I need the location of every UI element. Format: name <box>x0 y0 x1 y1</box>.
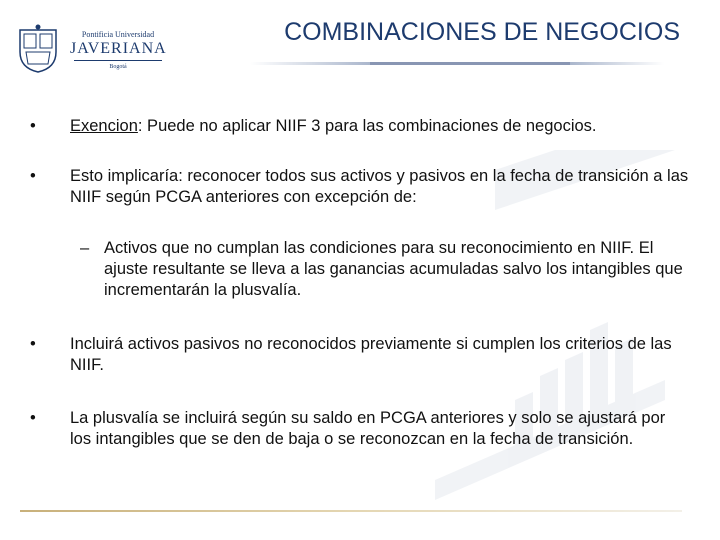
logo-line-3: Bogotá <box>109 64 127 70</box>
bullet-plusvalia <box>26 408 690 450</box>
bullet-marker: • <box>30 167 36 185</box>
footer-divider <box>20 510 682 512</box>
bullet-exencion <box>26 116 690 137</box>
bullet-plusvalia-text: La plusvalía se incluirá según su saldo en PCGA anteriores y solo se ajustará por los intangibles que se den de baja o se reconozcan en la fecha de transición. <box>70 409 666 448</box>
crest-icon <box>14 24 62 74</box>
title-underline-right <box>570 62 664 65</box>
bullet-marker: • <box>30 117 36 135</box>
logo-divider <box>74 60 162 61</box>
logo-line-2: JAVERIANA <box>70 40 167 57</box>
bullet-incluira <box>26 334 690 376</box>
bullet-incluira-text: Incluirá activos pasivos no reconocidos previamente si cumplen los criterios de las NIIF. <box>70 335 672 374</box>
sub-bullet-activos-text: Activos que no cumplan las condiciones para su reconocimiento en NIIF. El ajuste resultante se lleva a las ganancias acumuladas salvo los intangibles que incrementarán la plusvalía. <box>104 239 683 299</box>
dash-marker: – <box>80 239 90 257</box>
bullet-exencion-text: : Puede no aplicar NIIF 3 para las combinaciones de negocios. <box>137 117 597 135</box>
bullet-implicaria <box>26 166 690 208</box>
title-underline-center <box>370 62 570 65</box>
bullet-marker: • <box>30 409 36 427</box>
logo-line-1: Pontificia Universidad <box>81 30 155 39</box>
university-logo <box>14 24 167 74</box>
page-title: COMBINACIONES DE NEGOCIOS <box>284 18 680 46</box>
bullet-implicaria-text: Esto implicaría: reconocer todos sus activos y pasivos en la fecha de transición a las NIIF según PCGA anteriores con excepción de: <box>70 167 689 206</box>
title-underline-left <box>250 62 370 65</box>
bullet-marker: • <box>30 335 36 353</box>
bullet-exencion-lead: Exencion <box>70 117 138 135</box>
sub-bullet-activos <box>26 238 690 301</box>
